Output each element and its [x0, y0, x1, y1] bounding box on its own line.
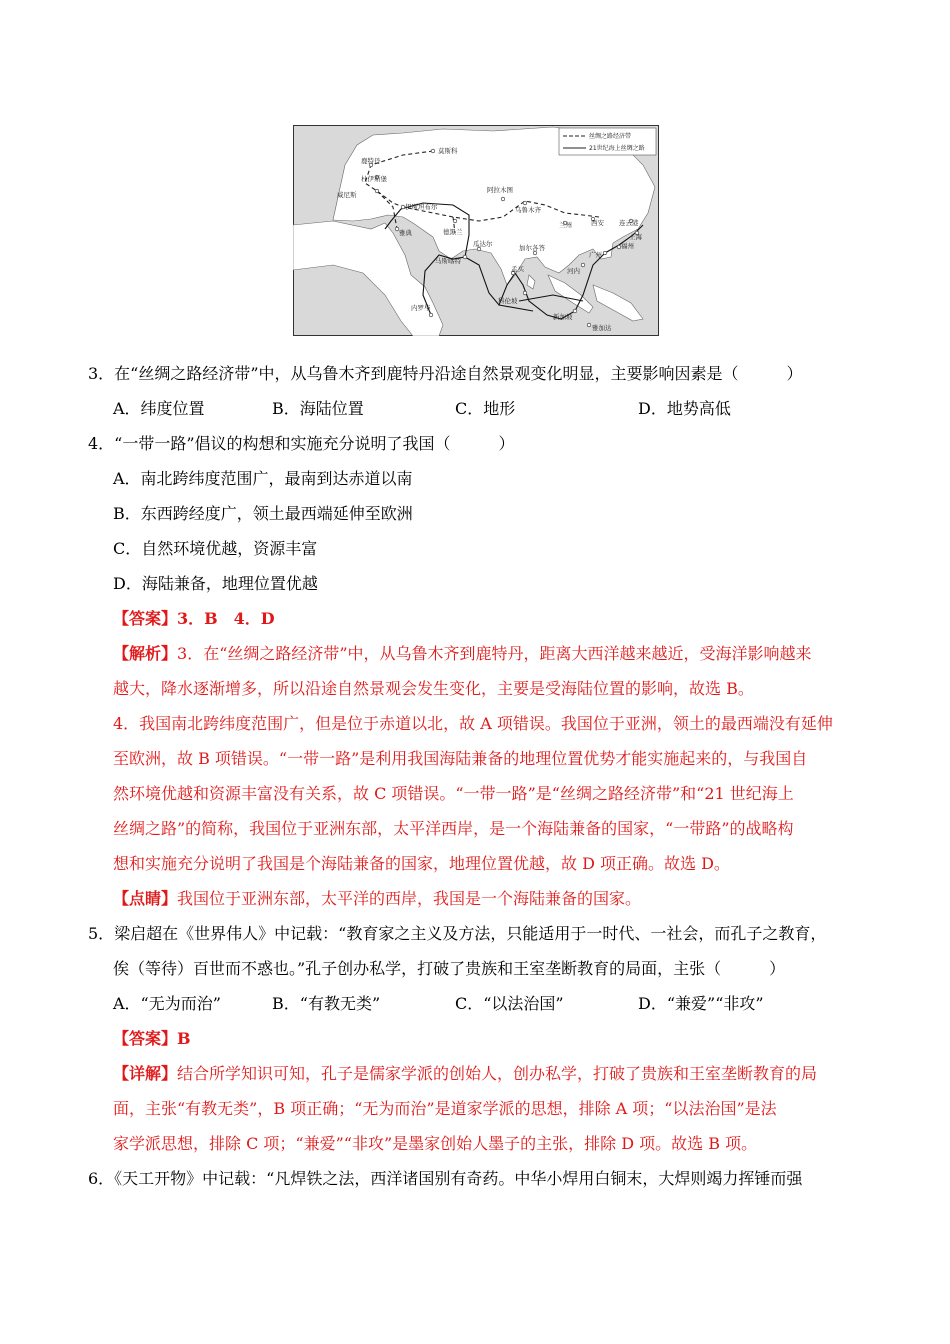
explanation-text: 3．在“丝绸之路经济带”中，从乌鲁木齐到鹿特丹，距离大西洋越来越近，受海洋影响越来: [177, 644, 812, 663]
detail-tag: 【详解】: [113, 1064, 178, 1083]
city-shanghai: 上海: [629, 233, 642, 241]
explanation-5-line-1: [113, 1061, 817, 1084]
city-kolkata: 加尔各答: [519, 244, 545, 252]
question-3-stem: 3．在“丝绸之路经济带”中，从乌鲁木齐到鹿特丹沿途自然景观变化明显，主要影响因素是（ ）: [88, 364, 803, 383]
explanation-3-4-line-4: 至欧洲，故 B 项错误。“一带一路”是利用我国海陆兼备的地理位置优势才能实施起来的，与我国自: [113, 749, 808, 768]
city-singapore: 新加坡: [553, 313, 573, 321]
q4-option-b: B．东西跨经度广，领土最西端延伸至欧洲: [113, 504, 413, 523]
city-muscat: 马斯喀特: [435, 257, 461, 265]
q4-option-d: D．海陆兼备，地理位置优越: [113, 574, 318, 593]
explanation-3-4-line-2: 越大，降水逐渐增多，所以沿途自然景观会发生变化，主要是受海陆位置的影响，故选 B。: [113, 679, 754, 698]
explanation-3-4-line-1: [113, 641, 812, 664]
question-5-line-1: 5．梁启超在《世界伟人》中记载：“教育家之主义及方法，只能适用于一时代、一社会，而孔子之教育，: [88, 924, 827, 943]
city-colombo: 科伦坡: [498, 297, 518, 305]
q3-option-c: C．地形: [455, 399, 516, 418]
q5-option-d: D．“兼爱”“非攻”: [638, 994, 764, 1013]
answer-text: B: [177, 1029, 191, 1048]
city-jakarta: 雅加达: [592, 324, 612, 332]
city-moscow: 莫斯科: [438, 147, 458, 155]
city-guangzhou: 广州: [589, 251, 602, 259]
question-4-stem: 4．“一带一路”倡议的构想和实施充分说明了我国（ ）: [88, 434, 515, 453]
question-5-line-2: 俟（等待）百世而不惑也。”孔子创办私学，打破了贵族和王室垄断教育的局面，主张（ ）: [113, 959, 786, 978]
legend-land-belt: 丝绸之路经济带: [589, 133, 632, 140]
tip-3-4: [113, 886, 641, 909]
q4-option-c: C．自然环境优越，资源丰富: [113, 539, 318, 558]
city-gwadar: 瓜达尔: [473, 240, 493, 248]
city-urumqi: 乌鲁木齐: [515, 206, 541, 214]
q3-option-a: A．纬度位置: [113, 399, 205, 418]
explanation-3-4-line-5: 然环境优越和资源丰富没有关系，故 C 项错误。“一带一路”是“丝绸之路经济带”和“21 世纪海上: [113, 784, 794, 803]
explanation-3-4-line-3: 4．我国南北跨纬度范围广，但是位于赤道以北，故 A 项错误。我国位于亚洲，领土的最西端没有延伸: [113, 714, 833, 733]
city-tehran: 德黑兰: [443, 228, 463, 236]
explanation-3-4-line-6: 丝绸之路”的简称，我国位于亚洲东部，太平洋西岸，是一个海陆兼备的国家，“一带路”的战略构: [113, 819, 794, 838]
city-lianyungang: 连云港: [619, 219, 639, 227]
q5-option-a: A．“无为而治”: [113, 994, 221, 1013]
city-istanbul: 伊斯坦布尔: [405, 203, 438, 211]
city-athens: 雅典: [399, 229, 412, 237]
tip-text: 我国位于亚洲东部，太平洋的西岸，我国是一个海陆兼备的国家。: [177, 889, 642, 908]
city-fuzhou: 福州: [621, 242, 634, 250]
q4-option-a: A．南北跨纬度范围广，最南到达赤道以南: [113, 469, 413, 488]
q5-option-b: B．“有教无类”: [272, 994, 381, 1013]
q3-option-b: B．海陆位置: [272, 399, 364, 418]
map-legend: [559, 128, 656, 155]
explanation-3-4-line-7: 想和实施充分说明了我国是个海陆兼备的国家，地理位置优越，故 D 项正确。故选 D。: [113, 854, 730, 873]
legend-maritime-road: 21世纪海上丝绸之路: [589, 145, 645, 152]
city-almaty: 阿拉木图: [487, 186, 513, 194]
answer-text: 3．B 4．D: [177, 609, 275, 628]
city-venice: 威尼斯: [337, 191, 357, 199]
question-6-stem: 6．《天工开物》中记载：“凡焊铁之法，西洋诸国别有奇药。中华小焊用白铜末，大焊则竭力挥锤而强: [88, 1169, 803, 1188]
city-duisburg: 杜伊斯堡: [361, 175, 387, 183]
q5-option-c: C．“以法治国”: [455, 994, 564, 1013]
city-lanzhou: 兰州: [559, 221, 572, 229]
silk-road-map: [293, 125, 659, 336]
city-mumbai: 孟买: [511, 265, 524, 273]
answer-5: [113, 1026, 191, 1049]
tip-tag: 【点睛】: [113, 889, 178, 908]
city-hanoi: 河内: [567, 267, 580, 275]
city-xian: 西安: [591, 219, 604, 227]
city-nairobi: 内罗毕: [411, 304, 431, 312]
q3-option-d: D．地势高低: [638, 399, 731, 418]
explanation-5-line-3: 家学派思想，排除 C 项；“兼爱”“非攻”是墨家创始人墨子的主张，排除 D 项。故选 B 项。: [113, 1134, 758, 1153]
answer-tag: 【答案】: [113, 609, 178, 628]
answer-3-4: [113, 606, 275, 629]
explanation-tag: 【解析】: [113, 644, 178, 663]
answer-tag: 【答案】: [113, 1029, 178, 1048]
explanation-text: 结合所学知识可知，孔子是儒家学派的创始人，创办私学，打破了贵族和王室垄断教育的局: [177, 1064, 818, 1083]
explanation-5-line-2: 面，主张“有教无类”，B 项正确；“无为而治”是道家学派的思想，排除 A 项；“以法治国”是法: [113, 1099, 777, 1118]
city-rotterdam: 鹿特丹: [361, 157, 381, 165]
